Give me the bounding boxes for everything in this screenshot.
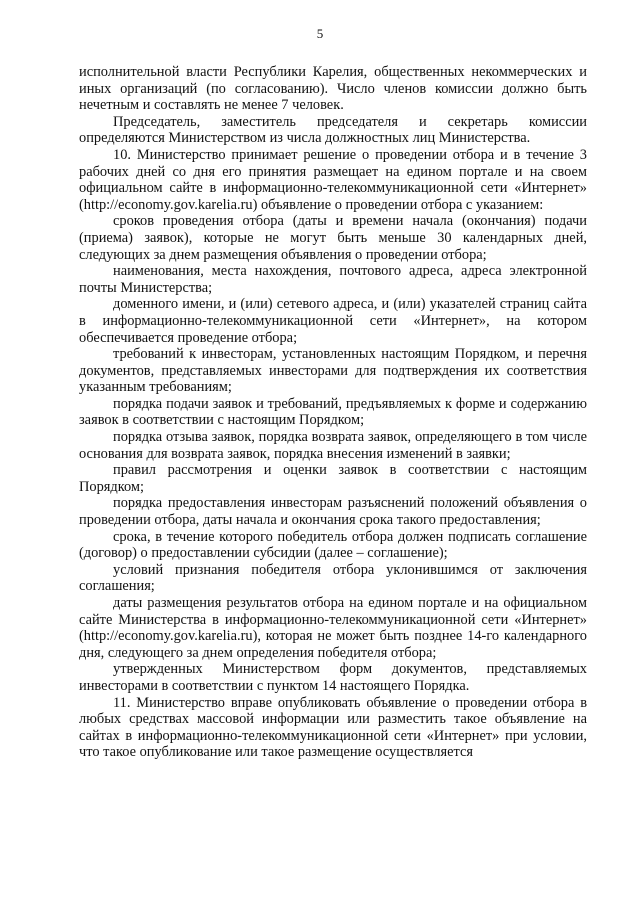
document-body [79, 64, 587, 761]
paragraph: условий признания победителя отбора уклонившимся от заключения соглашения; [79, 561, 587, 595]
paragraph: порядка отзыва заявок, порядка возврата заявок, определяющего в том числе основания для возврата заявок, порядка внесения изменений в заявки; [79, 429, 587, 462]
paragraph: исполнительной власти Республики Карелия, общественных некоммерческих и иных организаций (по согласованию). Число членов комиссии должно быть нечетным и составлять не менее 7 человек. [79, 64, 587, 114]
paragraph: правил рассмотрения и оценки заявок в соответствии с настоящим Порядком; [79, 462, 587, 495]
page-number: 5 [316, 26, 324, 41]
paragraph: требований к инвесторам, установленных настоящим Порядком, и перечня документов, представляемых инвесторами для подтверждения их соответствия указанным требованиям; [79, 346, 587, 396]
paragraph: срока, в течение которого победитель отбора должен подписать соглашение (договор) о предоставлении субсидии (далее – соглашение); [79, 528, 587, 562]
paragraph: наименования, места нахождения, почтового адреса, адреса электронной почты Министерства; [79, 263, 587, 296]
paragraph: даты размещения результатов отбора на едином портале и на официальном сайте Министерства в информационно-телекоммуникационной сети «Интернет» (http://economy.gov.karelia.ru), которая не может быть позднее 14-го календарного дня, следующего за днем определения победителя отбора; [79, 595, 587, 661]
paragraph: доменного имени, и (или) сетевого адреса, и (или) указателей страниц сайта в информационно-телекоммуникационной сети «Интернет», на котором обеспечивается проведение отбора; [79, 296, 587, 346]
paragraph: порядка подачи заявок и требований, предъявляемых к форме и содержанию заявок в соответствии с настоящим Порядком; [79, 395, 587, 429]
paragraph: сроков проведения отбора (даты и времени начала (окончания) подачи (приема) заявок), которые не могут быть меньше 30 календарных дней, следующих за днем размещения объявления о проведении отбора; [79, 213, 587, 263]
paragraph: 11. Министерство вправе опубликовать объявление о проведении отбора в любых средствах массовой информации или разместить такое объявление на сайтах в информационно-телекоммуникационной сети «Интернет» при условии, что такое опубликование или такое размещение осуществляется [79, 694, 587, 761]
paragraph: 10. Министерство принимает решение о проведении отбора и в течение 3 рабочих дней со дня его принятия размещает на едином портале и на своем официальном сайте в информационно-телекоммуникационной сети «Интернет» (http://economy.gov.karelia.ru) объявление о проведении отбора с указанием: [79, 146, 587, 213]
paragraph: утвержденных Министерством форм документов, представляемых инвесторами в соответствии с пунктом 14 настоящего Порядка. [79, 661, 587, 694]
paragraph: порядка предоставления инвесторам разъяснений положений объявления о проведении отбора, даты начала и окончания срока такого предоставления; [79, 495, 587, 529]
paragraph: Председатель, заместитель председателя и секретарь комиссии определяются Министерством из числа должностных лиц Министерства. [79, 113, 587, 147]
